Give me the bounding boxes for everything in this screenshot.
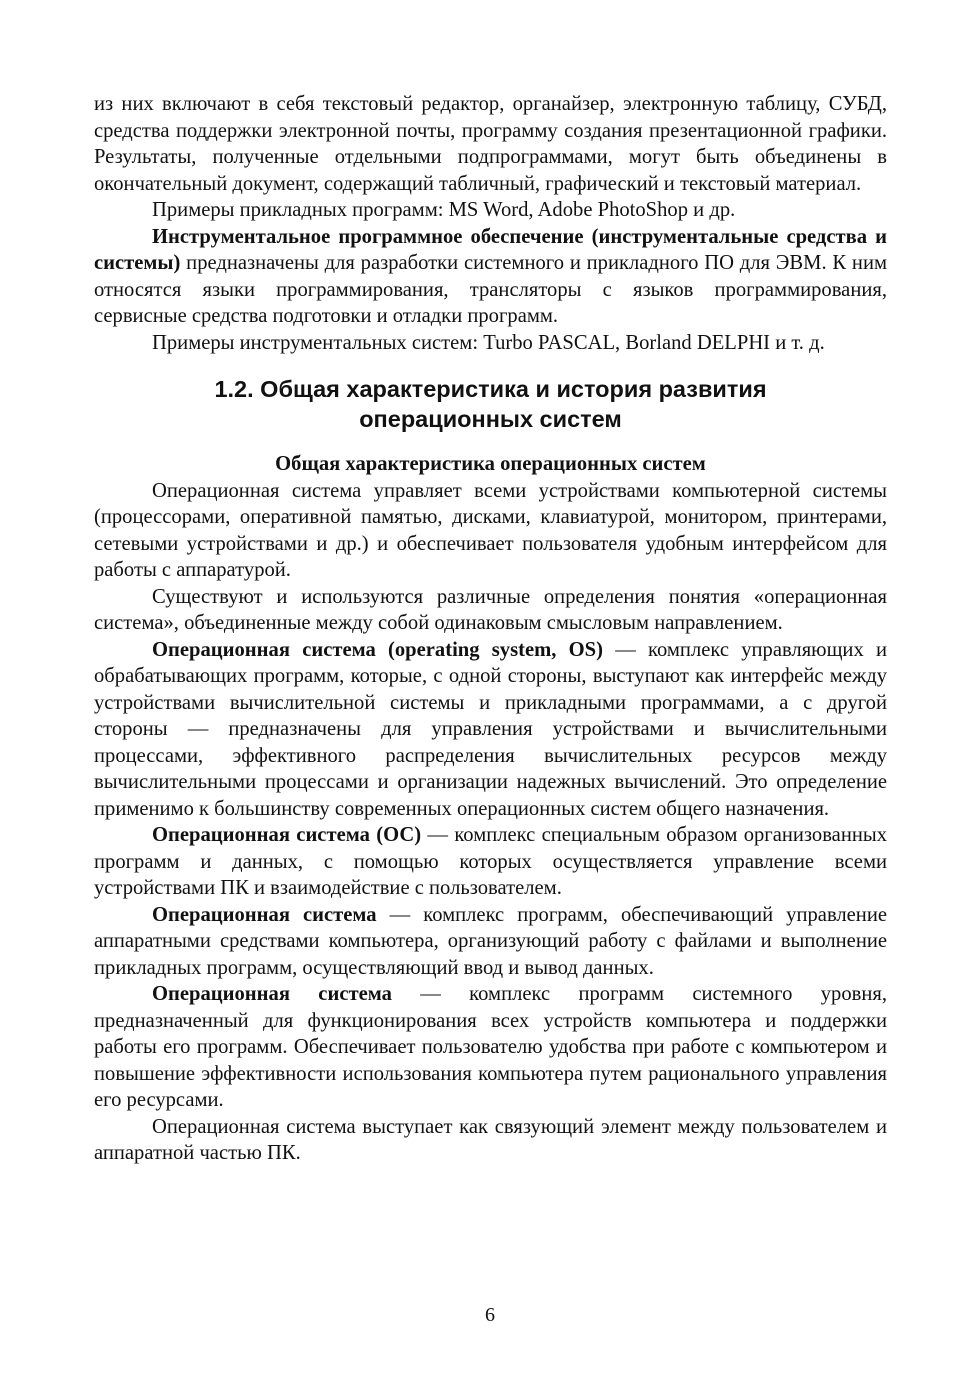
paragraph-applications-continued: из них включают в себя текстовый редактор, органайзер, электронную таблицу, СУБД, средства поддержки электронной почты, программу создания презентационной графики. Результаты, полученные отдельными подпрограммами, могут быть объединены в окончательный документ, содержащий табличный, графический и текстовый материал. [94,93,887,195]
text-os-definition-2: — комплекс специальным образом организованных программ и данных, с помощью которых осуществляется управление всеми устройствами ПК и взаимодействие с пользователем. [94,824,887,899]
page-number: 6 [485,1304,495,1326]
paragraph-os-definition-1 [94,637,887,823]
section-title-line-2: операционных систем [359,406,622,432]
paragraph-application-examples: Примеры прикладных программ: MS Word, Adobe PhotoShop и др. [152,199,736,221]
paragraph-os-definition-2 [94,822,887,902]
text-os-definition-1: — комплекс управляющих и обрабатывающих программ, которые, с одной стороны, выступают как интерфейс между устройствами вычислительной системы и прикладными программами, а с другой стороны — предназначены для управления устройствами и вычислительными процессами, эффективного распределения вычислительных ресурсов между вычислительными процессами и организации надежных вычислений. Это определение применимо к большинству современных операционных систем общего назначения. [94,638,887,820]
term-tool-software: Инструментальное программное обеспечение (инструментальные средства и системы) [94,225,887,274]
document-page [94,91,887,1167]
paragraph-tool-software [94,224,887,330]
term-os-definition-4: Операционная система [152,983,392,1005]
subsection-heading: Общая характеристика операционных систем [275,453,706,475]
paragraph-os-link-element: Операционная система выступает как связующий элемент между пользователем и аппаратной частью ПК. [94,1115,887,1164]
term-os-definition-1: Операционная система (operating system, OS) [152,638,603,661]
paragraph-tool-examples: Примеры инструментальных систем: Turbo PASCAL, Borland DELPHI и т. д. [152,331,825,354]
paragraph-os-definition-4 [94,981,887,1114]
section-title-line-1: 1.2. Общая характеристика и история развития [214,376,767,402]
text-os-definition-4: — комплекс программ системного уровня, предназначенный для функционирования всех устройств компьютера и поддержки работы его программ. Обеспечивает пользователю удобства при работе с компьютером и повышение эффективности использования компьютера путем рационального управления его ресурсами. [94,983,887,1111]
text-os-definition-3: — комплекс программ, обеспечивающий управление аппаратными средствами компьютера, организующий работу с файлами и выполнение прикладных программ, осуществляющий ввод и вывод данных. [94,903,887,979]
paragraph-os-definitions-intro: Существуют и используются различные определения понятия «операционная система», объединенные между собой одинаковым смысловым направлением. [94,585,887,634]
paragraph-os-definition-3 [94,902,887,982]
section-title [94,374,887,434]
paragraph-os-manages-devices: Операционная система управляет всеми устройствами компьютерной системы (процессорами, оперативной памятью, дисками, клавиатурой, монитором, принтерами, сетевыми устройствами и др.) и обеспечивает пользователя удобным интерфейсом для работы с аппаратурой. [94,479,887,581]
term-os-definition-2: Операционная система (ОС) [152,824,422,846]
term-os-definition-3: Операционная система [152,903,377,926]
definition-tool-software: предназначены для разработки системного и прикладного ПО для ЭВМ. К ним относятся языки программирования, трансляторы с языков программирования, сервисные средства подготовки и отладки программ. [94,252,887,327]
